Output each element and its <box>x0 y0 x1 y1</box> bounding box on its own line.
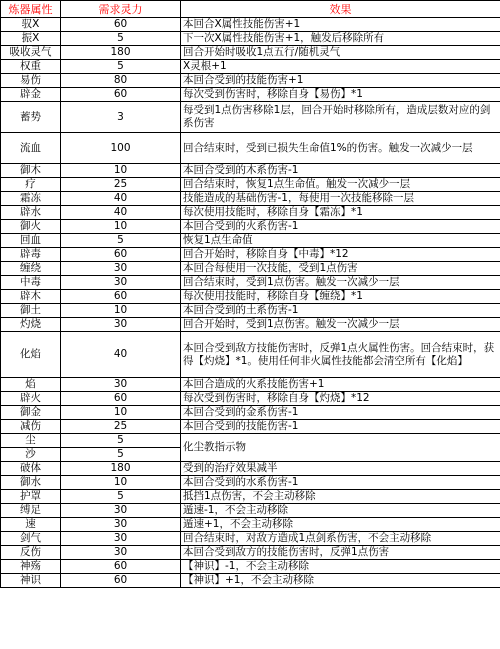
spirit-cost: 10 <box>61 220 181 234</box>
effect-text: 本回合受到的木系伤害-1 <box>181 164 500 178</box>
table-row <box>1 518 500 532</box>
attribute-name: 减伤 <box>1 420 61 434</box>
table-row <box>1 304 500 318</box>
spirit-cost: 30 <box>61 504 181 518</box>
effect-text: 遁速-1，不会主动移除 <box>181 504 500 518</box>
effect-text: 遁速+1，不会主动移除 <box>181 518 500 532</box>
effect-text: 回合开始时，受到1点伤害。触发一次减少一层 <box>181 318 500 332</box>
spirit-cost: 10 <box>61 406 181 420</box>
spirit-cost: 60 <box>61 18 181 32</box>
table-row <box>1 490 500 504</box>
spirit-cost: 60 <box>61 560 181 574</box>
attribute-name: 振X <box>1 32 61 46</box>
table-row <box>1 206 500 220</box>
attribute-name: 驭X <box>1 18 61 32</box>
spirit-cost: 60 <box>61 290 181 304</box>
table-row <box>1 504 500 518</box>
attribute-name: 破体 <box>1 462 61 476</box>
effect-text: 每受到1点伤害移除1层，回合开始时移除所有，造成层数对应的剑系伤害 <box>181 102 500 133</box>
spirit-cost: 100 <box>61 133 181 164</box>
attribute-name: 蓄势 <box>1 102 61 133</box>
table-row <box>1 178 500 192</box>
spirit-cost: 180 <box>61 462 181 476</box>
attribute-name: 御木 <box>1 164 61 178</box>
attribute-name: 速 <box>1 518 61 532</box>
effect-text: 回合开始时吸收1点五行/随机灵气 <box>181 46 500 60</box>
attribute-name: 易伤 <box>1 74 61 88</box>
effect-text: 技能造成的基础伤害-1，每使用一次技能移除一层 <box>181 192 500 206</box>
spirit-cost: 30 <box>61 518 181 532</box>
spirit-cost: 30 <box>61 262 181 276</box>
effect-text: 本回合受到的技能伤害-1 <box>181 420 500 434</box>
effect-text: 回合结束时，受到1点伤害。触发一次减少一层 <box>181 276 500 290</box>
table-row <box>1 60 500 74</box>
effect-text: 本回合受到的土系伤害-1 <box>181 304 500 318</box>
attribute-name: 缚足 <box>1 504 61 518</box>
attribute-name: 尘 <box>1 434 61 448</box>
table-row <box>1 434 500 448</box>
effect-text: 本回合受到敌方的技能伤害时，反弹1点伤害 <box>181 546 500 560</box>
table-row <box>1 560 500 574</box>
table-row <box>1 276 500 290</box>
spirit-cost: 40 <box>61 192 181 206</box>
spirit-cost: 10 <box>61 476 181 490</box>
attribute-name: 御火 <box>1 220 61 234</box>
attribute-name: 剑气 <box>1 532 61 546</box>
table-row <box>1 290 500 304</box>
spirit-cost: 25 <box>61 178 181 192</box>
attribute-name: 沙 <box>1 448 61 462</box>
table-row <box>1 420 500 434</box>
table-row <box>1 262 500 276</box>
spirit-cost: 25 <box>61 420 181 434</box>
attribute-name: 流血 <box>1 133 61 164</box>
table-row <box>1 332 500 378</box>
spirit-cost: 10 <box>61 164 181 178</box>
effect-text: 本回合受到敌方技能伤害时，反弹1点火属性伤害。回合结束时，获得【灼烧】*1。使用任何非火属性技能都会清空所有【化焰】 <box>181 332 500 378</box>
table-row <box>1 32 500 46</box>
attribute-name: 缠绕 <box>1 262 61 276</box>
attribute-name: 辟毒 <box>1 248 61 262</box>
effect-text: 抵挡1点伤害，不会主动移除 <box>181 490 500 504</box>
table-row <box>1 133 500 164</box>
table-row <box>1 574 500 588</box>
effect-text: 下一次X属性技能伤害+1，触发后移除所有 <box>181 32 500 46</box>
spirit-cost: 180 <box>61 46 181 60</box>
effect-text: 回合开始时，移除自身【中毒】*12 <box>181 248 500 262</box>
spirit-cost: 5 <box>61 60 181 74</box>
attribute-name: 御金 <box>1 406 61 420</box>
header-effect: 效果 <box>181 1 500 18</box>
table-body <box>1 18 500 588</box>
table-row <box>1 220 500 234</box>
effect-text: 本回合受到的技能伤害+1 <box>181 74 500 88</box>
effect-text: 每次受到伤害时，移除自身【易伤】*1 <box>181 88 500 102</box>
spirit-cost: 5 <box>61 490 181 504</box>
spirit-cost: 60 <box>61 88 181 102</box>
effect-text: 本回合造成的火系技能伤害+1 <box>181 378 500 392</box>
effect-text: 【神识】-1，不会主动移除 <box>181 560 500 574</box>
spirit-cost: 5 <box>61 32 181 46</box>
table-row <box>1 318 500 332</box>
spirit-cost: 5 <box>61 434 181 448</box>
effect-text: 回合结束时，受到已损失生命值1%的伤害。触发一次减少一层 <box>181 133 500 164</box>
table-row <box>1 476 500 490</box>
table-row <box>1 532 500 546</box>
table-row <box>1 192 500 206</box>
spirit-cost: 40 <box>61 206 181 220</box>
attribute-name: 中毒 <box>1 276 61 290</box>
effect-text: 本回合每使用一次技能，受到1点伤害 <box>181 262 500 276</box>
attribute-name: 权重 <box>1 60 61 74</box>
spirit-cost: 80 <box>61 74 181 88</box>
effect-text: 【神识】+1，不会主动移除 <box>181 574 500 588</box>
spirit-cost: 60 <box>61 392 181 406</box>
attribute-name: 霜冻 <box>1 192 61 206</box>
table-row <box>1 248 500 262</box>
spirit-cost: 3 <box>61 102 181 133</box>
table-row <box>1 462 500 476</box>
attribute-name: 御土 <box>1 304 61 318</box>
attribute-name: 化焰 <box>1 332 61 378</box>
table-row <box>1 88 500 102</box>
spirit-cost: 30 <box>61 276 181 290</box>
spirit-cost: 30 <box>61 532 181 546</box>
attribute-name: 回血 <box>1 234 61 248</box>
attribute-name: 反伤 <box>1 546 61 560</box>
table-row <box>1 378 500 392</box>
spirit-cost: 5 <box>61 448 181 462</box>
table-row <box>1 18 500 32</box>
effect-text: 每次受到伤害时，移除自身【灼烧】*12 <box>181 392 500 406</box>
table-row <box>1 164 500 178</box>
effect-text: 每次使用技能时，移除自身【缠绕】*1 <box>181 290 500 304</box>
table-row <box>1 46 500 60</box>
spirit-cost: 30 <box>61 318 181 332</box>
header-attribute: 炼器属性 <box>1 1 61 18</box>
spirit-cost: 40 <box>61 332 181 378</box>
attribute-name: 辟水 <box>1 206 61 220</box>
effect-text: 本回合受到的水系伤害-1 <box>181 476 500 490</box>
attribute-name: 御水 <box>1 476 61 490</box>
effect-text: 回合结束时，恢复1点生命值。触发一次减少一层 <box>181 178 500 192</box>
attribute-name: 辟金 <box>1 88 61 102</box>
table-row <box>1 234 500 248</box>
attribute-name: 神识 <box>1 574 61 588</box>
attribute-name: 焰 <box>1 378 61 392</box>
effect-text: 本回合X属性技能伤害+1 <box>181 18 500 32</box>
attribute-name: 神殇 <box>1 560 61 574</box>
attribute-name: 吸收灵气 <box>1 46 61 60</box>
effect-text: 回合结束时，对敌方造成1点剑系伤害，不会主动移除 <box>181 532 500 546</box>
spirit-cost: 10 <box>61 304 181 318</box>
attribute-name: 辟火 <box>1 392 61 406</box>
effect-text: 化尘教指示物 <box>181 434 500 462</box>
spirit-cost: 30 <box>61 546 181 560</box>
table-row <box>1 74 500 88</box>
attribute-name: 疗 <box>1 178 61 192</box>
header-spirit-cost: 需求灵力 <box>61 1 181 18</box>
attribute-name: 护罩 <box>1 490 61 504</box>
spirit-cost: 60 <box>61 574 181 588</box>
spirit-cost: 30 <box>61 378 181 392</box>
table-row <box>1 406 500 420</box>
header-row <box>1 1 500 18</box>
effect-text: 每次使用技能时，移除自身【霜冻】*1 <box>181 206 500 220</box>
effect-text: X灵根+1 <box>181 60 500 74</box>
table-row <box>1 392 500 406</box>
effect-text: 受到的治疗效果减半 <box>181 462 500 476</box>
effect-text: 本回合受到的火系伤害-1 <box>181 220 500 234</box>
attribute-name: 辟木 <box>1 290 61 304</box>
spirit-cost: 60 <box>61 248 181 262</box>
table-row <box>1 546 500 560</box>
spirit-cost: 5 <box>61 234 181 248</box>
effect-text: 恢复1点生命值 <box>181 234 500 248</box>
attribute-name: 灼烧 <box>1 318 61 332</box>
effect-text: 本回合受到的金系伤害-1 <box>181 406 500 420</box>
table-row <box>1 102 500 133</box>
